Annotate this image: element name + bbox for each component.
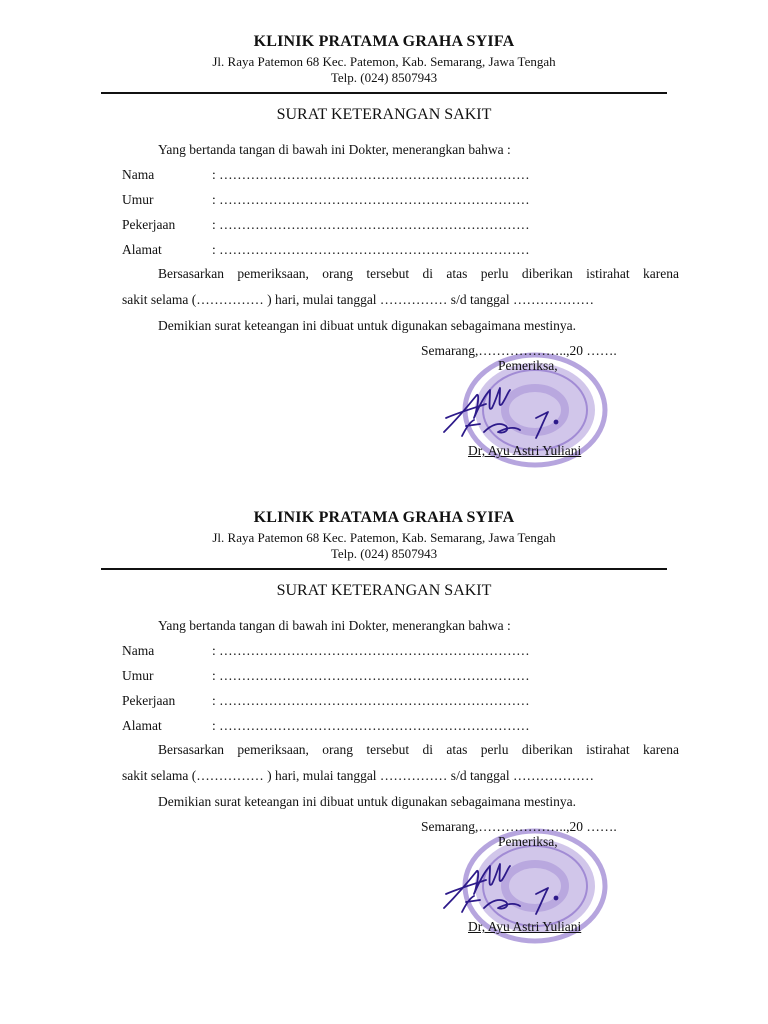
closing-text: Demikian surat keteangan ini dibuat untuk digunakan sebagaimana mestinya. <box>158 794 577 809</box>
field-value-nama: : …………………………………………………………… <box>212 167 530 182</box>
clinic-address: Jl. Raya Patemon 68 Kec. Patemon, Kab. Semarang, Jawa Tengah <box>212 54 556 69</box>
examiner-label: Pemeriksa, <box>498 358 558 373</box>
document-title: SURAT KETERANGAN SAKIT <box>276 106 492 123</box>
field-value-pekerjaan: : …………………………………………………………… <box>212 217 530 232</box>
field-value-umur: : …………………………………………………………… <box>212 192 530 207</box>
field-label-umur: Umur <box>122 192 154 207</box>
header-divider <box>101 92 667 94</box>
intro-text: Yang bertanda tangan di bawah ini Dokter, menerangkan bahwa : <box>158 142 511 157</box>
field-value-alamat: : …………………………………………………………… <box>212 718 530 733</box>
body-line-2: sakit selama (…………… ) hari, mulai tanggal …………… s/d tanggal ……………… <box>122 768 595 783</box>
field-label-alamat: Alamat <box>122 718 162 733</box>
doctor-signature <box>440 378 570 444</box>
examiner-label: Pemeriksa, <box>498 834 558 849</box>
intro-text: Yang bertanda tangan di bawah ini Dokter, menerangkan bahwa : <box>158 618 511 633</box>
doctor-signature <box>440 854 570 920</box>
field-value-alamat: : …………………………………………………………… <box>212 242 530 257</box>
closing-text: Demikian surat keteangan ini dibuat untuk digunakan sebagaimana mestinya. <box>158 318 577 333</box>
doctor-name: Dr, Ayu Astri Yuliani <box>468 919 582 934</box>
doctor-name: Dr, Ayu Astri Yuliani <box>468 443 582 458</box>
clinic-address: Jl. Raya Patemon 68 Kec. Patemon, Kab. Semarang, Jawa Tengah <box>212 530 556 545</box>
place-date: Semarang,………………..,20 ……. <box>421 343 617 358</box>
field-label-pekerjaan: Pekerjaan <box>122 693 176 708</box>
header-divider <box>101 568 667 570</box>
field-value-umur: : …………………………………………………………… <box>212 668 530 683</box>
field-value-nama: : …………………………………………………………… <box>212 643 530 658</box>
document-title: SURAT KETERANGAN SAKIT <box>276 582 492 599</box>
field-label-nama: Nama <box>122 167 155 182</box>
sick-letter-1 <box>0 0 768 480</box>
clinic-phone: Telp. (024) 8507943 <box>330 546 438 561</box>
clinic-name: KLINIK PRATAMA GRAHA SYIFA <box>253 33 515 50</box>
body-line-1: Bersasarkan pemeriksaan, orang tersebut di atas perlu diberikan istirahat karena <box>158 266 679 281</box>
field-label-nama: Nama <box>122 643 155 658</box>
body-line-1: Bersasarkan pemeriksaan, orang tersebut di atas perlu diberikan istirahat karena <box>158 742 679 757</box>
body-line-2: sakit selama (…………… ) hari, mulai tanggal …………… s/d tanggal ……………… <box>122 292 595 307</box>
place-date: Semarang,………………..,20 ……. <box>421 819 617 834</box>
clinic-phone: Telp. (024) 8507943 <box>330 70 438 85</box>
field-label-alamat: Alamat <box>122 242 162 257</box>
field-label-pekerjaan: Pekerjaan <box>122 217 176 232</box>
clinic-name: KLINIK PRATAMA GRAHA SYIFA <box>253 509 515 526</box>
field-value-pekerjaan: : …………………………………………………………… <box>212 693 530 708</box>
sick-letter-2 <box>0 476 768 956</box>
field-label-umur: Umur <box>122 668 154 683</box>
